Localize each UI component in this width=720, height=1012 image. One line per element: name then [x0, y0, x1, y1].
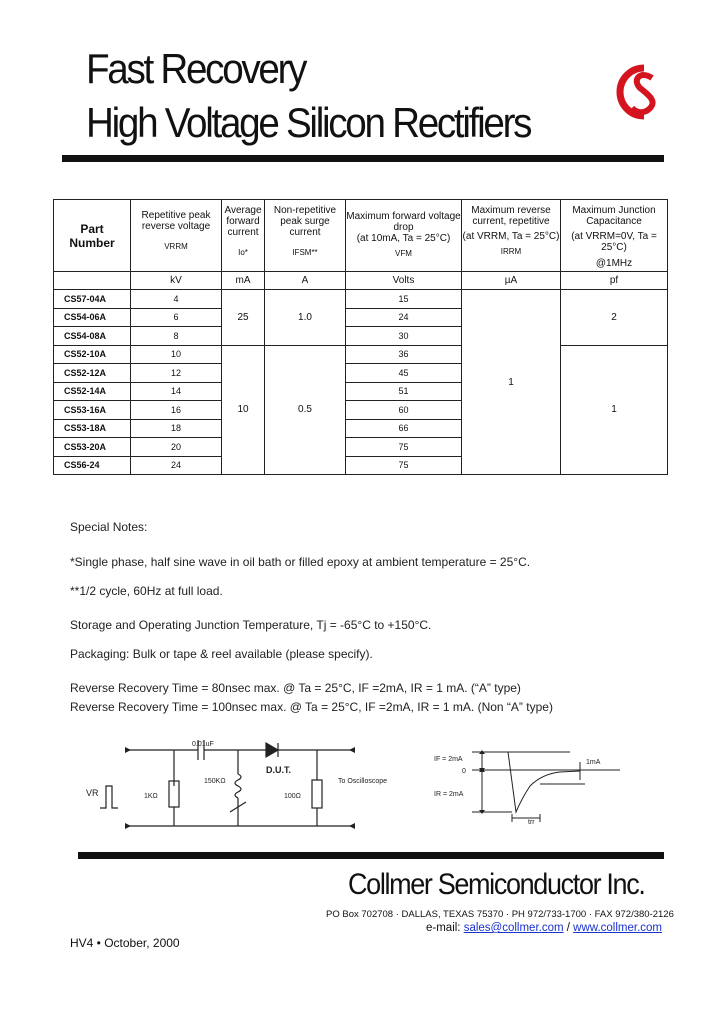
ir-label: IR = 2mA	[434, 791, 464, 798]
cj-header	[561, 200, 668, 272]
vfm-cell: 66	[346, 419, 462, 438]
unit-cj: pf	[561, 272, 668, 290]
vrrm-symbol: VRRM	[164, 242, 188, 251]
unit-vrrm: kV	[131, 272, 222, 290]
part-number-header	[54, 200, 131, 272]
cj-condition: (at VRRM=0V, Ta = 25°C)	[571, 231, 657, 253]
irrm-all: 1	[462, 290, 561, 475]
part-cell: CS56-24	[54, 456, 131, 475]
oscilloscope-label	[338, 778, 387, 785]
vrrm-cell: 12	[131, 364, 222, 383]
note-3: Storage and Operating Junction Temperature, Tj = -65°C to +150°C.	[70, 618, 432, 632]
io-group-a: 25	[222, 290, 265, 346]
io-header	[222, 200, 265, 272]
cs-logo-icon	[610, 58, 666, 128]
io-symbol: Io*	[238, 248, 248, 257]
vrrm-cell: 4	[131, 290, 222, 309]
unit-irrm: µA	[462, 272, 561, 290]
vrrm-cell: 20	[131, 438, 222, 457]
part-number-header-text: Part Number	[69, 221, 115, 250]
cj-frequency: @1MHz	[595, 258, 633, 269]
dut-label: D.U.T.	[266, 765, 292, 775]
part-cell: CS53-16A	[54, 401, 131, 420]
part-cell: CS53-20A	[54, 438, 131, 457]
note-1: *Single phase, half sine wave in oil bath or filled epoxy at ambient temperature = 25°C.	[70, 555, 531, 569]
vfm-cell: 24	[346, 308, 462, 327]
ground-terminal-right-icon	[349, 823, 355, 829]
cj-header-text: Maximum Junction Capacitance	[572, 205, 656, 227]
inductor-label: 150KΩ	[204, 778, 226, 785]
note-5: Reverse Recovery Time = 80nsec max. @ Ta = 25°C, IF =2mA, IR = 1 mA. (“A” type)	[70, 681, 521, 695]
ifsm-symbol: IFSM**	[292, 248, 318, 257]
part-cell: CS53-18A	[54, 419, 131, 438]
table-row	[54, 345, 668, 364]
part-cell: CS54-08A	[54, 327, 131, 346]
website-link[interactable]: www.collmer.com	[573, 922, 662, 934]
if-label: IF = 2mA	[434, 756, 463, 763]
title-line-2: High Voltage Silicon Rectifiers	[86, 99, 531, 146]
recovery-waveform-diagram	[430, 742, 630, 836]
unit-part	[54, 272, 131, 290]
note-6: Reverse Recovery Time = 100nsec max. @ Ta = 25°C, IF =2mA, IR = 1 mA. (Non “A” type)	[70, 700, 553, 714]
part-cell: CS57-04A	[54, 290, 131, 309]
note-2: **1/2 cycle, 60Hz at full load.	[70, 584, 223, 598]
capacitor-label: 0.01uF	[192, 741, 214, 748]
trr-label: trr	[528, 819, 535, 826]
company-address: PO Box 702708 · DALLAS, TEXAS 75370 · PH 972/733-1700 · FAX 972/380-2126	[326, 909, 674, 920]
oscilloscope-label-text: To Oscilloscope	[338, 778, 388, 785]
vr-label: VR	[86, 788, 99, 798]
unit-io: mA	[222, 272, 265, 290]
part-cell: CS52-14A	[54, 382, 131, 401]
vfm-cell: 75	[346, 456, 462, 475]
vfm-cell: 15	[346, 290, 462, 309]
header-row	[54, 200, 668, 272]
io-group-b: 10	[222, 345, 265, 475]
source-terminal-icon	[125, 747, 131, 753]
vrrm-cell: 24	[131, 456, 222, 475]
title-line-1: Fast Recovery	[86, 45, 306, 92]
part-cell: CS52-10A	[54, 345, 131, 364]
part-cell: CS54-06A	[54, 308, 131, 327]
cj-group-a: 2	[561, 290, 668, 346]
unit-vfm: Volts	[346, 272, 462, 290]
ifsm-header-text: Non-repetitive peak surge current	[273, 205, 337, 238]
vfm-symbol: VFM	[395, 249, 412, 258]
irrm-header-text: Maximum reverse current, repetitive	[471, 205, 551, 227]
vfm-cell: 30	[346, 327, 462, 346]
ifsm-header	[265, 200, 346, 272]
email-prefix: e-mail:	[426, 922, 464, 934]
ifsm-group-a: 1.0	[265, 290, 346, 346]
unit-row	[54, 272, 668, 290]
company-name: Collmer Semiconductor Inc.	[348, 868, 645, 901]
vfm-condition: (at 10mA, Ta = 25°C)	[356, 233, 451, 244]
io-header-text: Average forward current	[224, 205, 262, 238]
vfm-cell: 60	[346, 401, 462, 420]
vrrm-cell: 18	[131, 419, 222, 438]
email-link[interactable]: sales@collmer.com	[463, 922, 564, 934]
contact-line	[426, 922, 662, 934]
revision-date: HV4 • October, 2000	[70, 936, 180, 950]
notes-heading: Special Notes:	[70, 520, 148, 534]
vfm-header-text: Maximum forward voltage drop	[346, 211, 461, 233]
ground-terminal-left-icon	[125, 823, 131, 829]
unit-ifsm: A	[265, 272, 346, 290]
vrrm-header-text: Repetitive peak reverse voltage	[141, 210, 211, 232]
vfm-cell: 45	[346, 364, 462, 383]
vrrm-cell: 10	[131, 345, 222, 364]
vrrm-header	[131, 200, 222, 272]
bottom-rule	[78, 852, 664, 859]
irrm-symbol: IRRM	[500, 247, 522, 256]
table-row	[54, 290, 668, 309]
zero-label: 0	[462, 768, 466, 775]
ifsm-group-b: 0.5	[265, 345, 346, 475]
part-cell: CS52-12A	[54, 364, 131, 383]
vrrm-cell: 6	[131, 308, 222, 327]
vfm-header	[346, 200, 462, 272]
scope-terminal-top-icon	[349, 747, 355, 753]
note-4: Packaging: Bulk or tape & reel available (please specify).	[70, 647, 373, 661]
vfm-cell: 36	[346, 345, 462, 364]
r2-label: 100Ω	[284, 793, 301, 800]
irrm-condition: (at VRRM, Ta = 25°C)	[462, 231, 560, 242]
r1-label: 1KΩ	[144, 793, 158, 800]
cj-group-b: 1	[561, 345, 668, 475]
vfm-cell: 75	[346, 438, 462, 457]
spec-table	[53, 199, 668, 475]
vrrm-cell: 8	[131, 327, 222, 346]
contact-separator: /	[563, 922, 574, 934]
vfm-cell: 51	[346, 382, 462, 401]
one-ma-label: 1mA	[586, 759, 601, 766]
test-circuit-diagram	[80, 736, 388, 836]
top-rule	[62, 155, 664, 162]
vrrm-cell: 14	[131, 382, 222, 401]
vrrm-cell: 16	[131, 401, 222, 420]
irrm-header	[462, 200, 561, 272]
